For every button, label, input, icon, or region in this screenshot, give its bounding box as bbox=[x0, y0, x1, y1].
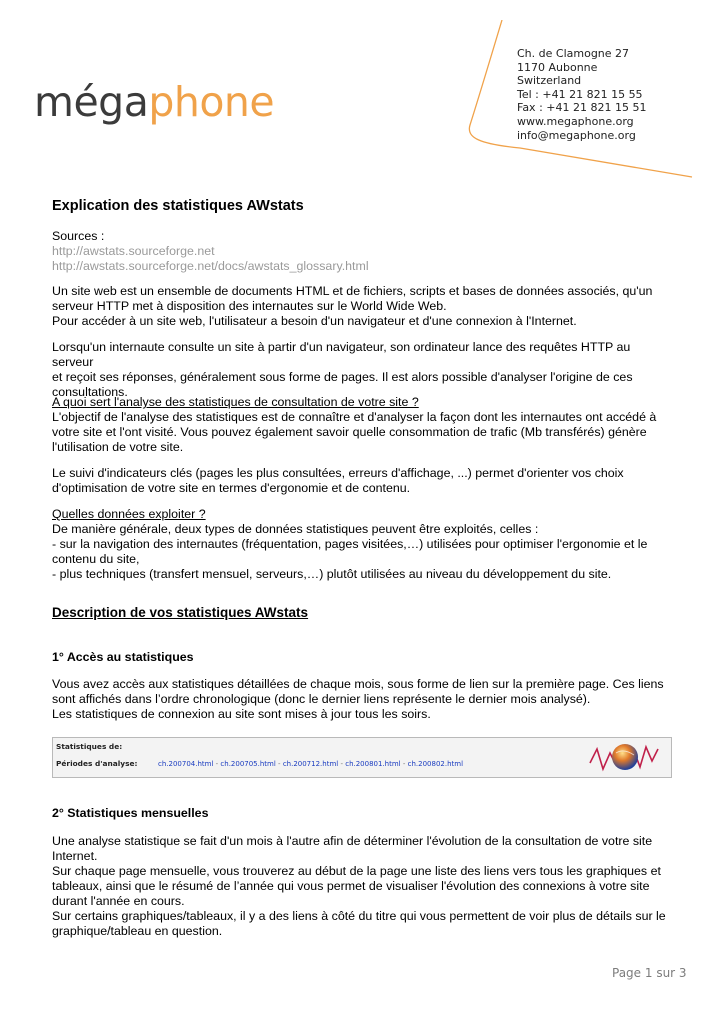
page-number: Page 1 sur 3 bbox=[612, 966, 687, 980]
awstats-screenshot bbox=[52, 737, 672, 778]
period-link[interactable]: ch.200801.html bbox=[345, 760, 401, 768]
data-types-section: Quelles données exploiter ? De manière générale, deux types de données statistiques peuvent être exploités, celles : - sur la navigation des internautes (fréquentation, pages visitées,…) utilisées pour optimiser l'ergonomie et le contenu du site, - plus techniques (transfert mensuel, serveurs,…) plutôt utilisées au niveau du développement du site. bbox=[52, 507, 672, 582]
website-link[interactable]: www.megaphone.org bbox=[517, 114, 634, 128]
phone: Tel : +41 21 821 15 55 bbox=[517, 87, 643, 101]
page-title: Explication des statistiques AWstats bbox=[52, 198, 304, 214]
awstats-globe-icon bbox=[588, 739, 660, 775]
address-city: 1170 Aubonne bbox=[517, 60, 598, 74]
period-link[interactable]: ch.200704.html bbox=[158, 760, 214, 768]
period-link[interactable]: ch.200705.html bbox=[220, 760, 276, 768]
section-heading: Description de vos statistiques AWstats bbox=[52, 605, 309, 620]
fax: Fax : +41 21 821 15 51 bbox=[517, 101, 647, 115]
contact-block bbox=[517, 47, 646, 142]
intro-paragraph: Un site web est un ensemble de documents HTML et de fichiers, scripts et bases de données associés, qu'un serveur HTTP met à disposition des internautes sur le World Wide Web. Pour accéder à un site web, l'utilisateur a besoin d'un navigateur et d'une connexion à l'Internet. bbox=[52, 284, 653, 328]
access-paragraph: Vous avez accès aux statistiques détaillées de chaque mois, sous forme de lien sur la première page. Ces liens sont affichés dans l’ordre chronologique (donc le dernier liens représente le dernier mois analysé). Les statistiques de connexion au site sont mises à jour tous les soirs. bbox=[52, 677, 664, 721]
periods-label: Périodes d'analyse: bbox=[56, 759, 138, 768]
period-link[interactable]: ch.200712.html bbox=[282, 760, 339, 768]
period-link[interactable]: ch.200802.html bbox=[407, 760, 464, 768]
purpose-section: A quoi sert l'analyse des statistiques de consultation de votre site ? L'objectif de l'analyse des statistiques est de connaître et d'analyser la façon dont les internautes ont accédé à votre site et l'ont visité. Vous pouvez également savoir quelle consommation de trafic (Mb transférés) génère l'utilisation de votre site. bbox=[52, 395, 672, 455]
purpose-heading: A quoi sert l'analyse des statistiques de consultation de votre site ? bbox=[52, 395, 419, 409]
data-types-heading: Quelles données exploiter ? bbox=[52, 507, 206, 521]
indicators-paragraph: Le suivi d'indicateurs clés (pages les plus consultées, erreurs d'affichage, ...) permet d'orienter vos choix d'optimisation de votre site en termes d'ergonomie et de contenu. bbox=[52, 466, 624, 495]
monthly-heading: 2° Statistiques mensuelles bbox=[52, 806, 209, 820]
source-link[interactable]: http://awstats.sourceforge.net/docs/awstats_glossary.html bbox=[52, 259, 369, 273]
period-links: ch.200704.html - ch.200705.html - ch.200712.html - ch.200801.html - ch.200802.html bbox=[158, 760, 464, 768]
monthly-paragraph: Une analyse statistique se fait d'un mois à l'autre afin de déterminer l'évolution de la consultation de votre site Internet. Sur chaque page mensuelle, vous trouverez au début de la page une liste des liens vers tous les graphiques et tableaux, ainsi que le résumé de l’année qui vous permet de visualiser l'évolution des connexions à votre site durant l'année en cours. Sur certains graphiques/tableaux, il y a des liens à côté du titre qui vous permettent de voir plus de détails sur le graphique/tableau en question. bbox=[52, 834, 666, 938]
sources-block bbox=[52, 229, 672, 274]
address-country: Switzerland bbox=[517, 74, 582, 88]
intro-paragraph-2: Lorsqu'un internaute consulte un site à partir d'un navigateur, son ordinateur lance des requêtes HTTP au serveur et reçoit ses réponses, généralement sous forme de pages. Il est alors possible d'analyser l'origine de ces consultations. bbox=[52, 340, 633, 399]
sources-label: Sources : bbox=[52, 229, 105, 243]
address-street: Ch. de Clamogne 27 bbox=[517, 47, 630, 60]
megaphone-logo: mégaphone bbox=[34, 78, 275, 126]
email-link[interactable]: info@megaphone.org bbox=[517, 128, 636, 142]
source-link[interactable]: http://awstats.sourceforge.net bbox=[52, 244, 215, 258]
stats-label: Statistiques de: bbox=[56, 742, 123, 751]
access-heading: 1° Accès au statistiques bbox=[52, 650, 194, 664]
